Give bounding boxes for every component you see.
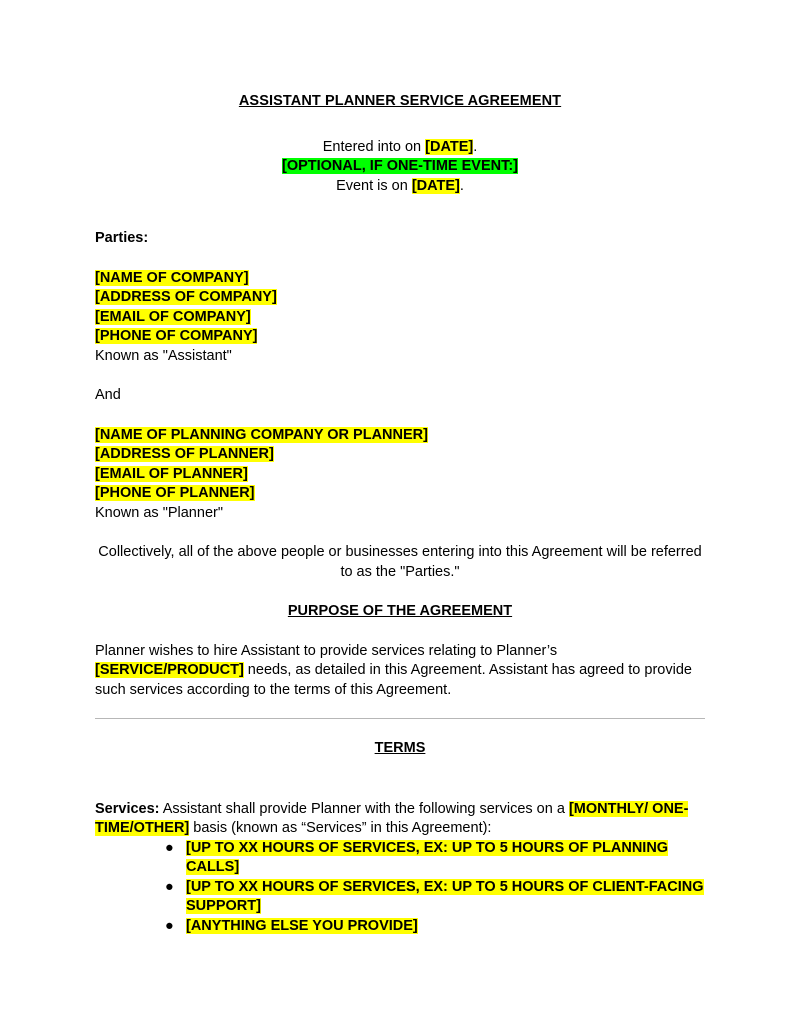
collective-statement: Collectively, all of the above people or businesses entering into this Agreement will be referred to as the "Parties." — [98, 544, 702, 580]
services-body-part2: basis (known as “Services” in this Agreement): — [189, 820, 492, 837]
list-item-label: [ANYTHING ELSE YOU PROVIDE] — [186, 917, 418, 934]
page-title: ASSISTANT PLANNER SERVICE AGREEMENT — [238, 93, 562, 109]
bullet-icon: ● — [165, 839, 174, 856]
bullet-icon: ● — [165, 878, 174, 895]
entered-into-suffix: . — [473, 138, 478, 155]
entered-into-line — [95, 138, 705, 158]
services-label: Services: — [95, 800, 160, 817]
planner-name-placeholder: [NAME OF PLANNING COMPANY OR PLANNER] — [95, 426, 428, 443]
purpose-body — [95, 642, 705, 701]
services-paragraph — [95, 800, 705, 839]
entered-into-prefix: Entered into on — [322, 138, 426, 155]
purpose-body-part2: needs, as detailed in this Agreement. Assistant has agreed to provide such services according to the terms of this Agreement. — [95, 662, 692, 698]
list-item-label: [UP TO XX HOURS OF SERVICES, EX: UP TO 5 HOURS OF PLANNING CALLS] — [186, 839, 669, 876]
list-item — [95, 878, 705, 917]
event-date-line — [95, 177, 705, 197]
parties-conjunction: And — [95, 387, 121, 404]
list-item — [95, 839, 705, 878]
services-list — [95, 839, 705, 937]
assistant-phone-line — [95, 327, 705, 347]
services-body-part1: Assistant shall provide Planner with the following services on a — [159, 800, 569, 817]
assistant-email-placeholder: [EMAIL OF COMPANY] — [95, 308, 251, 325]
event-date-placeholder: [DATE] — [411, 177, 460, 194]
spacer — [95, 406, 705, 426]
parties-heading: Parties: — [95, 230, 149, 247]
spacer — [95, 196, 705, 229]
planner-address-line — [95, 445, 705, 465]
assistant-address-line — [95, 288, 705, 308]
planner-known-as: Known as "Planner" — [95, 504, 223, 521]
list-item — [95, 917, 705, 937]
planner-phone-line — [95, 484, 705, 504]
assistant-phone-placeholder: [PHONE OF COMPANY] — [95, 328, 258, 345]
spacer — [95, 112, 705, 138]
spacer — [95, 700, 705, 718]
assistant-name-placeholder: [NAME OF COMPANY] — [95, 269, 249, 286]
event-date-prefix: Event is on — [336, 177, 412, 194]
spacer — [95, 523, 705, 543]
assistant-known-as: Known as "Assistant" — [95, 347, 232, 364]
planner-address-placeholder: [ADDRESS OF PLANNER] — [95, 446, 274, 463]
spacer — [95, 719, 705, 739]
spacer — [95, 759, 705, 800]
spacer — [95, 582, 705, 602]
services-frequency-placeholder: [MONTHLY/ ONE-TIME/OTHER] — [95, 800, 689, 837]
spacer — [95, 249, 705, 269]
optional-event-note: [OPTIONAL, IF ONE-TIME EVENT:] — [281, 158, 519, 175]
planner-email-line — [95, 465, 705, 485]
event-date-suffix: . — [459, 177, 464, 194]
document-body — [95, 0, 705, 936]
planner-phone-placeholder: [PHONE OF PLANNER] — [95, 485, 255, 502]
spacer — [95, 366, 705, 386]
planner-name-line — [95, 426, 705, 446]
optional-event-note-line — [95, 157, 705, 177]
bullet-icon: ● — [165, 917, 174, 934]
terms-heading: TERMS — [374, 740, 426, 757]
purpose-heading: PURPOSE OF THE AGREEMENT — [287, 603, 513, 620]
assistant-name-line — [95, 269, 705, 289]
assistant-address-placeholder: [ADDRESS OF COMPANY] — [95, 289, 277, 306]
service-product-placeholder: [SERVICE/PRODUCT] — [95, 662, 244, 679]
list-item-label: [UP TO XX HOURS OF SERVICES, EX: UP TO 5 HOURS OF CLIENT-FACING SUPPORT] — [186, 878, 704, 915]
spacer — [95, 622, 705, 642]
planner-email-placeholder: [EMAIL OF PLANNER] — [95, 465, 248, 482]
purpose-body-part1: Planner wishes to hire Assistant to provide services relating to Planner’s — [95, 642, 558, 659]
entered-into-date-placeholder: [DATE] — [425, 138, 474, 155]
assistant-email-line — [95, 308, 705, 328]
